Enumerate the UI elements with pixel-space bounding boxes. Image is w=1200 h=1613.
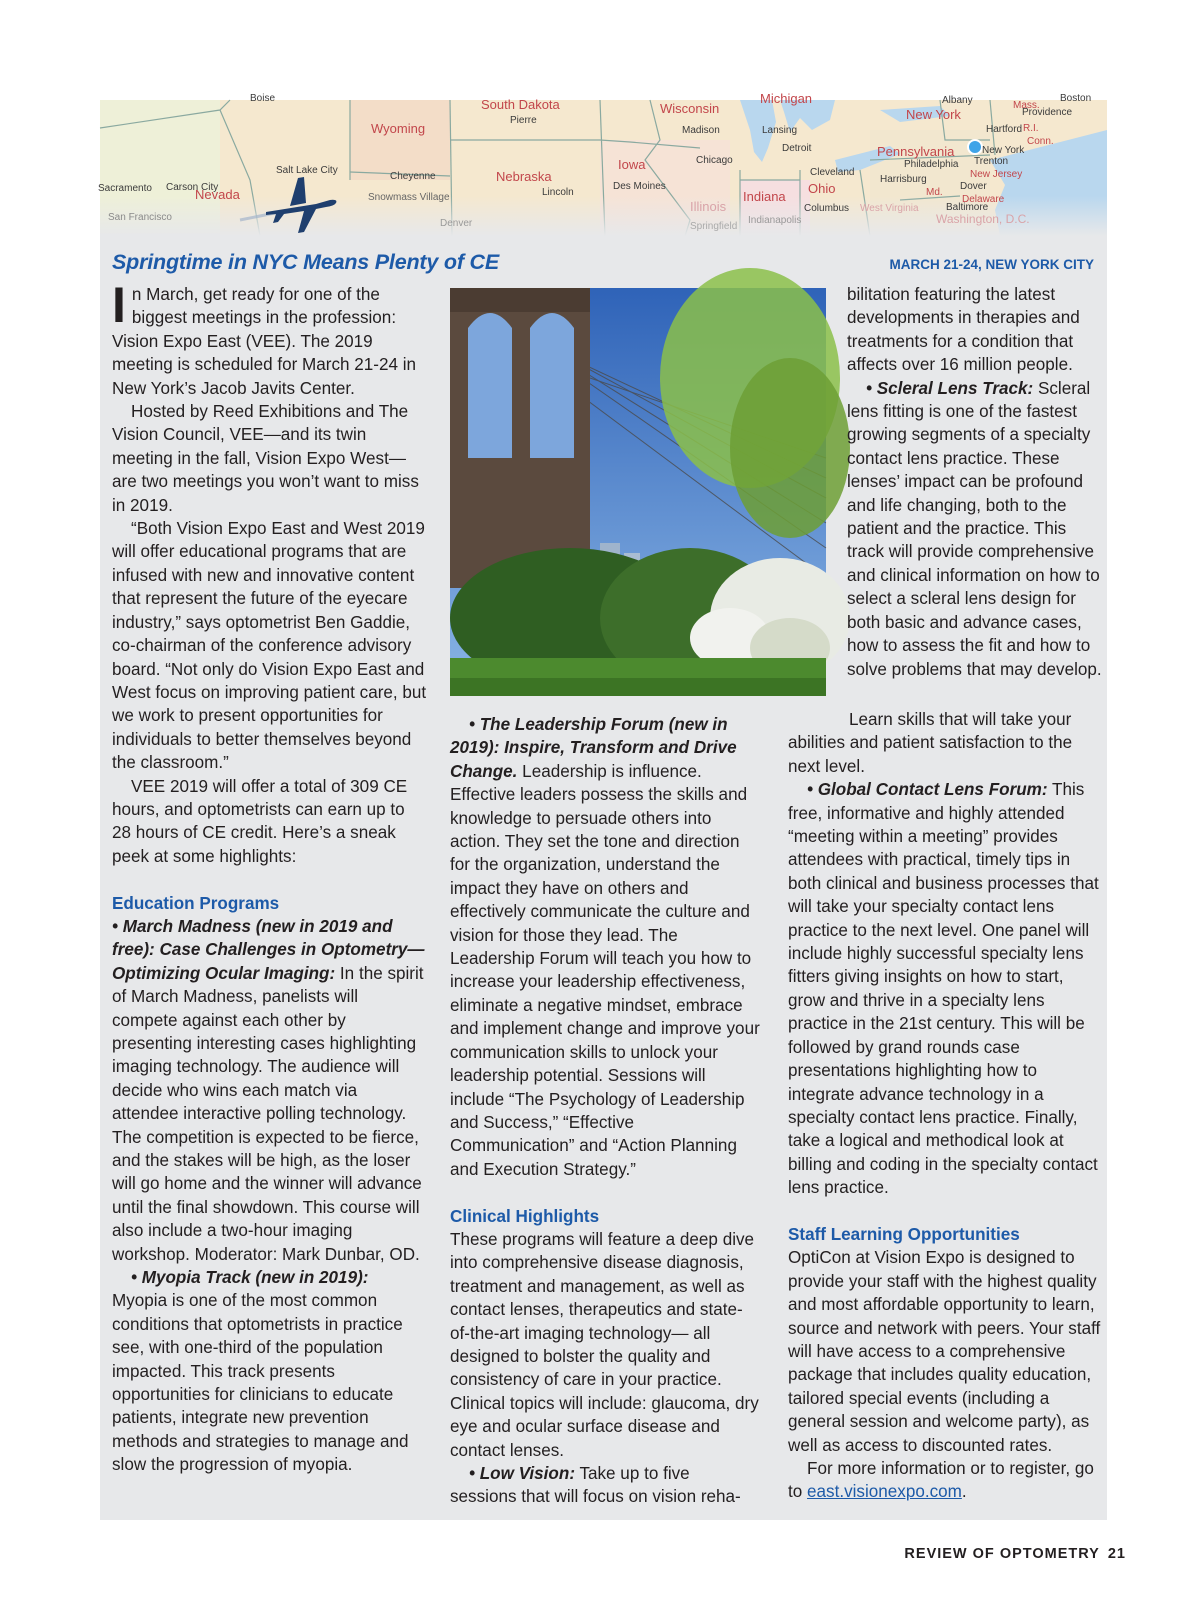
map-label: Des Moines [613, 181, 666, 192]
paragraph: Learn skills that will take your abilities and patient satisfaction to the next level. [788, 710, 1073, 776]
column-3-lower [788, 708, 1105, 1504]
map-label: Nevada [195, 187, 240, 202]
paragraph: These programs will feature a deep dive into comprehensive disease diagnosis, treatment and management, as well as contact lenses, therapeutics and state-of-the-art imaging technology— all designed to bolster the quality and consistency of care in your practice. Clinical topics will include: glaucoma, dry eye and ocular surface disease and contact lenses. [450, 1229, 759, 1460]
map-label: Detroit [782, 143, 812, 154]
paragraph: • The Leadership Forum (new in 2019): Inspire, Transform and Drive Change. Leadership is influence. Effective leaders possess the skills and knowledge to persuade others into action. They set the tone and direction for the organization, understand the impact they have on others and effectively communicate the culture and vision for those they lead. The Leadership Forum will teach you how to increase your leadership effectiveness, eliminate a negative mindset, embrace and implement change and improve your communication skills to unlock your leadership potential. Sessions will include “The Psychology of Leadership and Success,” “Effective Communication” and “Action Planning and Execution Strategy.” [450, 715, 760, 1179]
map-banner [98, 91, 1107, 236]
map-label: Cleveland [810, 167, 855, 178]
map-label: R.I. [1023, 123, 1039, 134]
map-label: Philadelphia [904, 159, 959, 170]
map-label: Ohio [808, 181, 836, 196]
section-heading-education: Education Programs [112, 893, 280, 913]
map-label: Lincoln [542, 187, 574, 198]
article-dateline: MARCH 21-24, NEW YORK CITY [889, 257, 1094, 272]
section-heading-staff: Staff Learning Opportunities [788, 1224, 1020, 1244]
map-label: Wisconsin [660, 101, 720, 116]
map-label: West Virginia [860, 203, 919, 214]
airplane-icon [260, 172, 340, 236]
brooklyn-bridge-photo [450, 288, 826, 696]
map-label: South Dakota [481, 97, 560, 112]
map-label: Mass. [1013, 100, 1040, 111]
map-label: Carson City [166, 182, 219, 193]
article-headline: Springtime in NYC Means Plenty of CE [112, 250, 500, 274]
paragraph: • Low Vision: Take up to five sessions that will focus on vision reha- [450, 1463, 741, 1507]
map-label: Nebraska [496, 169, 552, 184]
publication-name: REVIEW OF OPTOMETRY [904, 1546, 1100, 1562]
paragraph: For more information or to register, go to east.visionexpo.com. [788, 1458, 1094, 1502]
map-label: Indiana [743, 189, 786, 204]
paragraph: OptiCon at Vision Expo is designed to provide your staff with the highest quality and most affordable opportunity to learn, source and network with peers. Your staff will have access to a comprehensive package that includes quality education, tailored special events (including a general session and welcome party), as well as access to discounted rates. [788, 1248, 1101, 1455]
page-footer [904, 1546, 1126, 1562]
map-label: Columbus [804, 203, 850, 214]
paragraph: • Global Contact Lens Forum: This free, informative and highly attended “meeting within a meeting” provides attendees with practical, timely tips in both clinical and business processes that will take your specialty contact lens practice to the next level. One panel will include highly successful specialty lens fitters giving insights on how to start, grow and thrive in a specialty lens practice in the 21st century. This will be followed by grand rounds case presentations highlighting how to integrate advance technology in a specialty contact lens practice. Finally, take a logical and methodical look at billing and coding in the specialty contact lens practice. [788, 780, 1099, 1198]
map-label: New Jersey [970, 169, 1023, 180]
map-label: Pierre [510, 115, 537, 126]
paragraph: bilitation featuring the latest developments in therapies and treatments for a condition that affects over 16 million people. [847, 285, 1080, 375]
map-label: Madison [682, 125, 720, 136]
map-label: San Francisco [108, 212, 172, 223]
section-heading-clinical: Clinical Highlights [450, 1206, 600, 1226]
map-label: Springfield [690, 221, 738, 232]
map-label: Wyoming [371, 121, 426, 136]
map-label: Delaware [962, 194, 1005, 205]
map-label: Harrisburg [880, 174, 927, 185]
map-label: Md. [926, 187, 943, 198]
map-label: Chicago [696, 155, 733, 166]
map-label: Indianapolis [748, 215, 802, 226]
drop-cap: I [112, 277, 126, 333]
column-3-upper [847, 283, 1105, 681]
intro-paragraph: In March, get ready for one of the biggest meetings in the profession: Vision Expo East (VEE). The 2019 meeting is scheduled for March 21-24 in New York’s Jacob Javits Center. [112, 277, 417, 398]
map-label: Albany [942, 95, 973, 106]
map-label: Hartford [986, 124, 1023, 135]
map-label: Dover [960, 181, 987, 192]
page-number: 21 [1107, 1546, 1126, 1562]
map-label: Iowa [618, 157, 646, 172]
column-1 [112, 277, 428, 1477]
map-label: New York [906, 107, 961, 122]
map-label: Cheyenne [390, 171, 436, 182]
map-label: New York [982, 145, 1025, 156]
map-label: Baltimore [946, 202, 989, 213]
map-label: Conn. [1027, 136, 1054, 147]
map-label: Boise [250, 93, 276, 104]
map-label: Lansing [762, 125, 798, 136]
paragraph: VEE 2019 will offer a total of 309 CE hours, and optometrists can earn up to 28 hours of CE credit. Here’s a sneak peek at some highlights: [112, 776, 408, 866]
column-2 [450, 713, 760, 1509]
visionexpo-link[interactable]: east.visionexpo.com [807, 1482, 962, 1502]
map-label: Washington, D.C. [936, 212, 1030, 226]
map-label: Snowmass Village [368, 192, 450, 203]
paragraph: • March Madness (new in 2019 and free): Case Challenges in Optometry—Optimizing Ocular Imaging: In the spirit of March Madness, panelists will compete against each other by presenting interesting cases highlighting imaging technology. The audience will decide who wins each match via attendee interactive polling technology. The competition is expected to be fierce, and the stakes will be high, as the loser will go home and the winner will advance until the final showdown. This course will also include a two-hour imaging workshop. Moderator: Mark Dunbar, OD. [112, 916, 425, 1264]
map-label: Boston [1060, 93, 1092, 104]
map-label: Salt Lake City [276, 165, 338, 176]
map-label: Providence [1022, 107, 1073, 118]
paragraph: • Myopia Track (new in 2019): Myopia is one of the most common conditions that optometrists in practice see, with one-third of the population impacted. This track presents opportunities for clinicians to educate patients, integrate new prevention methods and strategies to manage and slow the progression of myopia. [112, 1268, 409, 1475]
paragraph: • Scleral Lens Track: Scleral lens fitting is one of the fastest growing segments of a specialty contact lens practice. These lenses’ impact can be profound and life changing, both to the patient and the practice. This track will provide comprehensive and clinical information on how to select a scleral lens design for both basic and advance cases, how to assess the fit and how to solve problems that may develop. [847, 378, 1102, 679]
paragraph: “Both Vision Expo East and West 2019 will offer educational programs that are infused with new and innovative content that represent the future of the eyecare industry,” says optometrist Ben Gaddie, co-chairman of the conference advisory board. “Not only do Vision Expo East and West focus on improving patient care, but we work to present opportunities for individuals to better themselves beyond the classroom.” [112, 519, 427, 773]
map-label: Denver [440, 218, 473, 229]
map-label: Sacramento [98, 183, 152, 194]
map-label: Illinois [690, 199, 727, 214]
map-label: Pennsylvania [877, 144, 955, 159]
paragraph: Hosted by Reed Exhibitions and The Vision Council, VEE—and its twin meeting in the fall, Vision Expo West—are two meetings you won’t want to miss in 2019. [112, 402, 419, 515]
map-label: Trenton [974, 156, 1009, 167]
map-label: Michigan [760, 91, 813, 106]
